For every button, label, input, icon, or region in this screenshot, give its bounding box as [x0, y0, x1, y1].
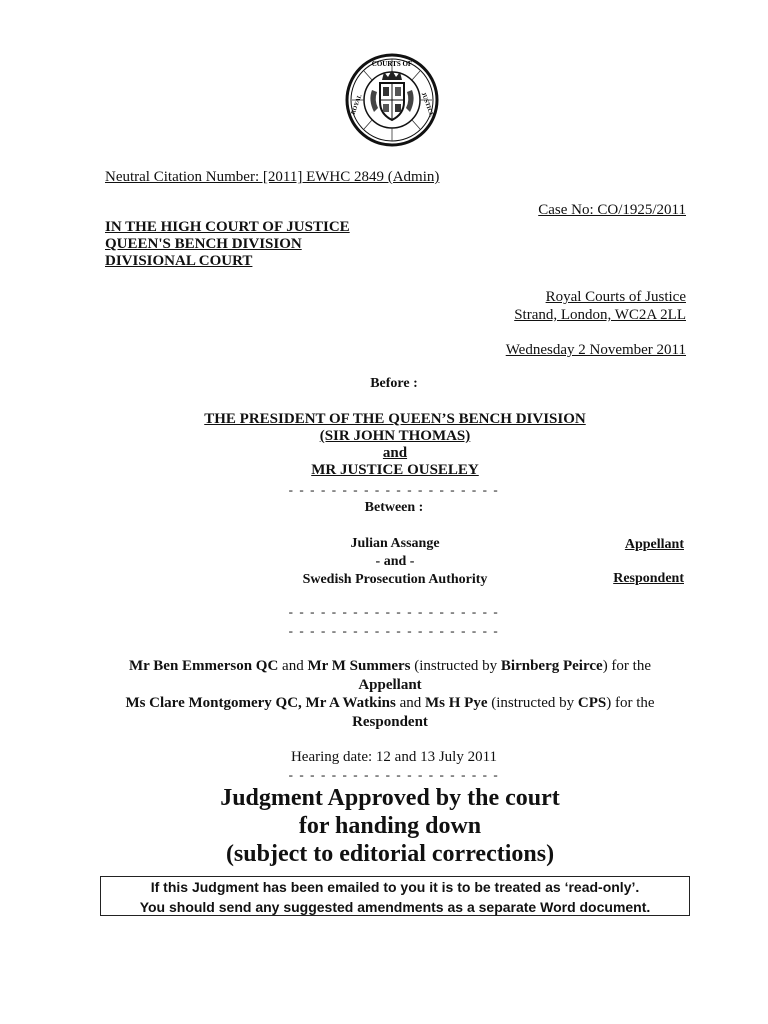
judge-line: THE PRESIDENT OF THE QUEEN’S BENCH DIVISION — [204, 411, 586, 427]
before-label: Before : — [370, 376, 418, 391]
judgment-title-line: (subject to editorial corrections) — [225, 841, 555, 867]
svg-text:COURTS OF: COURTS OF — [371, 60, 413, 68]
counsel-name: Ms H Pye — [425, 695, 488, 711]
notice-line: If this Judgment has been emailed to you it is to be treated as ‘read-only’. — [150, 879, 640, 895]
counsel-name: Ms Clare Montgomery QC, Mr A Watkins — [125, 695, 396, 711]
court-address — [430, 288, 686, 324]
svg-text:ROYAL: ROYAL — [350, 93, 364, 116]
between-label: Between : — [364, 500, 424, 515]
hearing-date: Hearing date: 12 and 13 July 2011 — [290, 749, 498, 765]
judgment-title-line: Judgment Approved by the court — [220, 785, 560, 811]
respondent-name: Swedish Prosecution Authority — [302, 572, 488, 587]
read-only-notice — [100, 876, 690, 916]
instructed-for: ) for the — [602, 658, 651, 674]
court-line: IN THE HIGH COURT OF JUSTICE — [105, 219, 350, 235]
judgment-title — [160, 784, 620, 868]
judge-line: and — [382, 445, 408, 461]
notice-line: You should send any suggested amendments as a separate Word document. — [139, 899, 651, 915]
svg-text:JUSTICE: JUSTICE — [419, 91, 435, 118]
counsel-party: Respondent — [352, 714, 428, 730]
instructed-for: ) for the — [606, 695, 655, 711]
judge-line: (SIR JOHN THOMAS) — [319, 428, 471, 444]
address-line: Strand, London, WC2A 2LL — [514, 307, 686, 323]
counsel-name: Mr Ben Emmerson QC — [129, 658, 279, 674]
court-name-block — [105, 219, 350, 270]
judgment-title-line: for handing down — [298, 813, 482, 839]
separator-dashes: - - - - - - - - - - - - - - - - - - - - — [288, 482, 500, 497]
address-line: Royal Courts of Justice — [545, 289, 686, 305]
solicitor-firm: CPS — [577, 695, 607, 711]
instructed-by: (instructed by — [410, 658, 501, 674]
neutral-citation: Neutral Citation Number: [2011] EWHC 2849 (Admin) — [105, 169, 440, 185]
counsel-respondent — [110, 694, 670, 732]
court-seal-logo — [344, 50, 440, 150]
appellant-role: Appellant — [624, 537, 684, 552]
appellant-name: Julian Assange — [350, 536, 440, 551]
respondent-role: Respondent — [613, 571, 684, 586]
judgment-date: Wednesday 2 November 2011 — [505, 342, 686, 358]
counsel-party: Appellant — [358, 677, 422, 693]
instructed-by: (instructed by — [487, 695, 578, 711]
judge-line: MR JUSTICE OUSELEY — [311, 462, 479, 478]
separator-dashes: - - - - - - - - - - - - - - - - - - - - — [288, 767, 500, 782]
and-separator: - and - — [375, 554, 415, 569]
counsel-and: and — [278, 658, 308, 674]
parties-block — [250, 535, 540, 589]
separator-dashes: - - - - - - - - - - - - - - - - - - - - — [288, 623, 500, 638]
case-number: Case No: CO/1925/2011 — [538, 202, 686, 218]
court-line: QUEEN'S BENCH DIVISION — [105, 236, 302, 252]
court-line: DIVISIONAL COURT — [105, 253, 253, 269]
counsel-and: and — [395, 695, 426, 711]
counsel-appellant — [110, 657, 670, 695]
judges-block — [150, 411, 640, 479]
separator-dashes: - - - - - - - - - - - - - - - - - - - - — [288, 604, 500, 619]
solicitor-firm: Birnberg Peirce — [500, 658, 603, 674]
counsel-name: Mr M Summers — [307, 658, 411, 674]
